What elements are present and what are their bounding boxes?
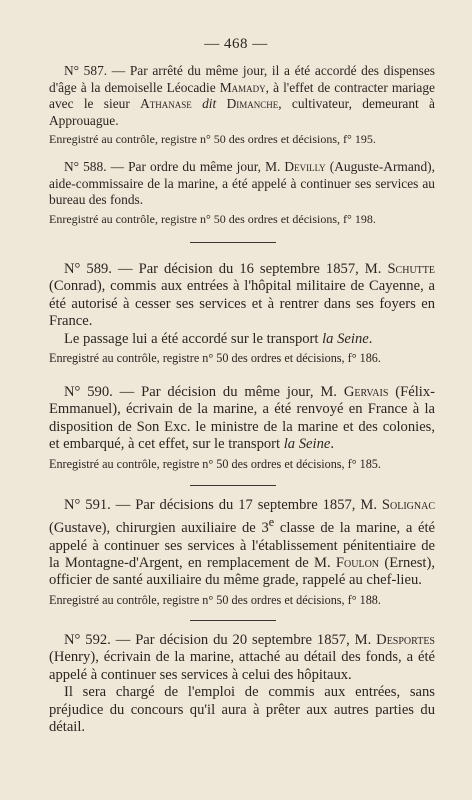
entry-587-rest: , cultivateur, demeurant à Approuague. [49,96,436,128]
entry-589-passage-pre: Le passage lui a été accordé sur le transport [64,330,323,347]
entry-592-name: Desportes [376,632,435,648]
entry-589-name: Schutte [387,261,435,277]
entry-589 [49,261,435,367]
entry-587 [49,63,435,148]
entry-588-rest: (Auguste-Armand), aide-commissaire de la marine, a été appelé à continuer ses services au bureau des fonds. [49,159,435,208]
entry-591-mid2: classe de la marine, a été appelé à continuer ses services à l'établissement pénitentiaire de la Montagne-d'Argent, en remplacement de M. [49,520,435,572]
section-divider [190,242,276,243]
entry-590 [49,384,435,473]
entry-589-passage [49,331,435,348]
entry-590-ship: la Seine [283,436,331,453]
entry-590-registered: Enregistré au contrôle, registre n° 50 des ordres et décisions, f° 185. [49,456,381,471]
entry-591-sup: e [268,515,275,530]
entry-587-registered: Enregistré au contrôle, registre n° 50 des ordres et décisions, f° 195. [49,132,376,147]
entry-588-registered: Enregistré au contrôle, registre n° 50 des ordres et décisions, f° 198. [49,211,376,226]
entry-590-text [49,384,435,454]
entry-589-text [49,261,435,331]
entry-587-name-athanase: Athanase [140,96,192,112]
entry-589-rest: (Conrad), commis aux entrées à l'hôpital militaire de Cayenne, a été autorisé à cesser ses services et à rentrer dans ses foyers en France. [49,278,435,330]
entry-588-intro: N° 588. — Par ordre du même jour, M. [64,159,285,174]
entry-590-intro: N° 590. — Par décision du même jour, M. [64,384,344,400]
section-divider [190,620,276,621]
entry-587-name-dimanche: Dimanche [226,96,279,112]
entry-589-ship: la Seine [322,330,369,347]
entry-587-name-mamady: Mamady [219,79,266,95]
entry-587-mid: , à l'effet de contracter mariage avec le sieur [49,79,436,112]
entry-590-name: Gervais [343,384,389,400]
entry-590-end: . [330,436,335,453]
section-divider [190,485,276,486]
entry-592-note: Il sera chargé de l'emploi de commis aux entrées, sans préjudice du concours qu'il aura à prêter aux autres parties du détail. [49,684,435,736]
entry-587-intro: N° 587. — Par arrêté du même jour, il a été accordé des dispenses d'âge à la demoiselle Léocadie [49,63,435,95]
entry-591 [49,497,435,609]
entry-591-registered: Enregistré au contrôle, registre n° 50 des ordres et décisions, f° 188. [49,592,381,607]
page-number: — 468 — [204,36,268,52]
entry-587-dit: dit [202,96,217,112]
entry-591-name: Solignac [381,497,435,513]
entry-592-text [49,632,435,684]
entry-591-rest: (Ernest), officier de santé auxiliaire du même grade, rappelé au chef-lieu. [49,555,435,589]
entry-589-intro: N° 589. — Par décision du 16 septembre 1857, M. [64,261,388,277]
entry-592-rest: (Henry), écrivain de la marine, attaché au détail des fonds, a été appelé à continuer ses services à celui des hôpitaux. [49,649,435,683]
entry-590-rest: (Félix-Emmanuel), écrivain de la marine, a été renvoyé en France à la disposition de Son Exc. le ministre de la marine et des colonies, et embarqué, à cet effet, sur le transport [49,384,435,453]
entry-591-name-foulon: Foulon [335,555,380,572]
entry-592 [49,632,435,736]
entry-588 [49,159,435,227]
entry-589-registered: Enregistré au contrôle, registre n° 50 des ordres et décisions, f° 186. [49,351,381,366]
entry-592-intro: N° 592. — Par décision du 20 septembre 1857, M. [64,632,377,648]
entry-591-intro: N° 591. — Par décisions du 17 septembre 1857, M. [64,497,382,513]
entry-591-mid1: (Gustave), chirurgien auxiliaire de 3 [49,520,269,537]
entry-591-text [49,497,435,590]
entry-587-text [49,63,435,129]
entry-589-passage-post: . [368,330,373,347]
entry-588-name: Devilly [284,159,326,174]
entry-588-text [49,159,435,209]
